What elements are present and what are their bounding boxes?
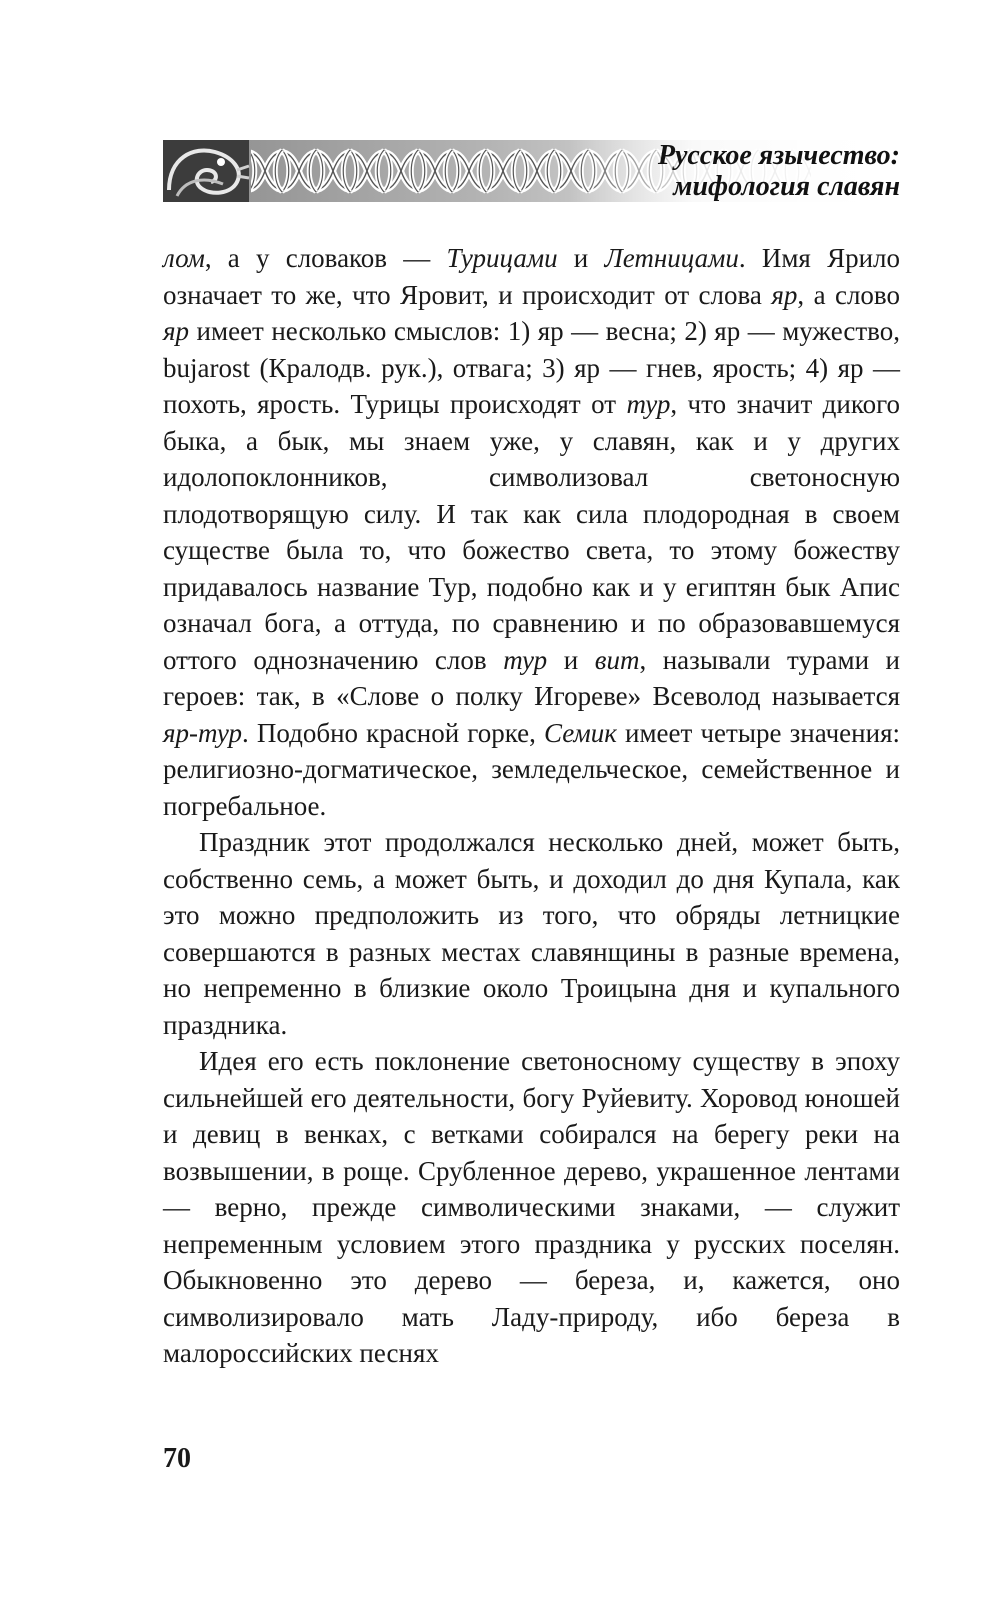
paragraph xyxy=(163,240,900,824)
dragon-head-icon xyxy=(163,140,249,202)
paragraph xyxy=(163,1043,900,1372)
running-header xyxy=(163,140,900,202)
page-number: 70 xyxy=(163,1443,191,1474)
main-text xyxy=(163,240,900,1372)
text-run: имеет несколько смыслов: 1) яр — весна; 2) яр — мужество, bujarost (Кралодв. рук.), отвага; 3) яр — гнев, ярость; 4) яр — похоть, ярость. Турицы происходят от xyxy=(163,316,900,419)
italic-term: вит xyxy=(594,644,640,675)
text-run: имеет четыре значения: религиозно-догматическое, земледельческое, семейственное и погребальное. xyxy=(163,717,900,821)
italic-term: яр xyxy=(771,279,798,310)
book-title xyxy=(658,140,900,202)
text-run: Идея его есть поклонение светоносному существу в эпоху сильнейшей его деятельности, богу Руйевиту. Хоровод юношей и девиц в венках, с ветками собирался на берегу реки на возвышении, в роще. Срубленное дерево, украшенное лентами — верно, прежде символическими знаками, — служит непременным условием этого праздника у русских поселян. Обыкновенно это дерево — береза, и, кажется, оно символизировало мать Ладу-природу, ибо береза в малороссийских песнях xyxy=(163,1046,900,1368)
text-run: . Имя Ярило означает то же, что Яровит, и происходит от слова xyxy=(163,243,900,310)
italic-term: Турицами xyxy=(446,243,558,273)
italic-term: Летницами xyxy=(604,243,739,273)
text-run: , а слово xyxy=(797,279,900,310)
italic-term: яр xyxy=(163,316,190,346)
text-run: , что значит дикого быка, а бык, мы знаем уже, у славян, как и у других идолопоклонников, символизовал светоносную плодотворящую силу. И так как сила плодородная в своем существе была то, что божество света, то этому божеству придавалось название Тур, подобно как и у египтян бык Апис означал бога, а оттуда, по сравнению и по образовавшемуся оттого однозначению слов xyxy=(163,389,901,675)
book-title-line-1: Русское язычество: xyxy=(657,140,900,171)
text-run: и xyxy=(547,644,595,675)
italic-term: лом xyxy=(163,243,205,273)
italic-term: тур xyxy=(503,644,548,675)
text-run: , а у словаков — xyxy=(204,243,447,273)
italic-term: яр-тур xyxy=(163,717,242,748)
text-run: и xyxy=(557,243,605,273)
text-run: Праздник этот продолжался несколько дней, может быть, собственно семь, а может быть, и доходил до дня Купала, как это можно предположить из того, что обряды летницкие совершаются в разных местах славянщины в разные времена, но непременно в близкие около Троицына дня и купального праздника. xyxy=(163,827,900,1040)
book-title-line-2: мифология славян xyxy=(673,171,900,202)
paragraph xyxy=(163,824,900,1043)
text-run: , называли турами и героев: так, в «Слове о полку Игореве» Всеволод называется xyxy=(163,644,901,711)
text-run: . Подобно красной горке, xyxy=(242,717,545,748)
italic-term: тур xyxy=(626,389,671,419)
italic-term: Семик xyxy=(544,717,617,748)
